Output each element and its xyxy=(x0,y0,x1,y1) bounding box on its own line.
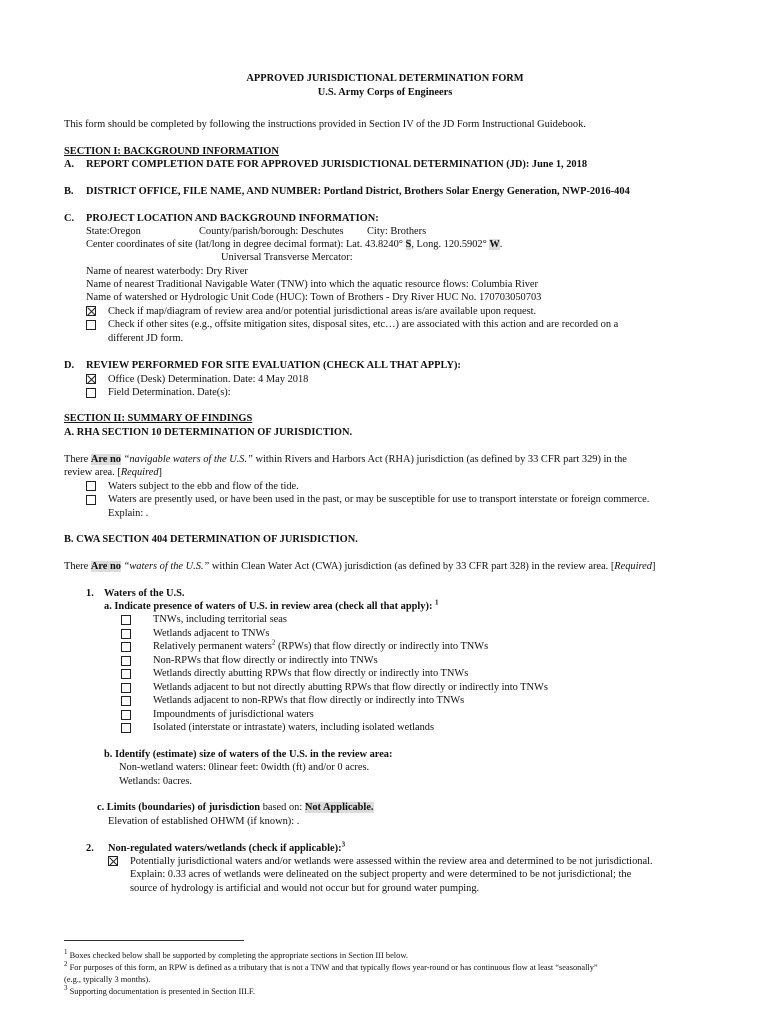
footnote-divider xyxy=(64,940,244,941)
footnote-3-num: 3 xyxy=(64,984,68,993)
tnw-label: TNWs, including territorial seas xyxy=(153,614,287,625)
wetlands-tnw-checkbox[interactable] xyxy=(121,629,131,639)
nonregulated-line-2: Explain: 0.33 acres of wetlands were delineated on the subject property and were determined to be not jurisdictional; the xyxy=(130,869,632,880)
rha-rest: within Rivers and Harbors Act (RHA) jurisdiction (as defined by 33 CFR part 329) in the xyxy=(252,454,627,465)
other-sites-label-1: Check if other sites (e.g., offsite mitigation sites, disposal sites, etc…) are associated with this action and are recorded on a xyxy=(108,319,619,330)
adjacent-rpw-label: Wetlands adjacent to but not directly abutting RPWs that flow directly or indirectly into TNWs xyxy=(153,682,548,693)
nearest-waterbody: Name of nearest waterbody: Dry River xyxy=(86,266,248,277)
field-checkbox[interactable] xyxy=(86,388,96,398)
impoundments-checkbox[interactable] xyxy=(121,710,131,720)
limits-line xyxy=(97,801,374,814)
limits-based: based on: xyxy=(260,802,305,813)
section-2-heading: SECTION II: SUMMARY OF FINDINGS xyxy=(64,413,253,424)
section-1-heading: SECTION I: BACKGROUND INFORMATION xyxy=(64,146,279,157)
limits-heading: c. Limits (boundaries) of jurisdiction xyxy=(97,802,261,813)
waters-heading: Waters of the U.S. xyxy=(104,588,185,599)
rha-close: ] xyxy=(158,467,162,478)
waters-number: 1. xyxy=(86,588,94,599)
form-subtitle: U.S. Army Corps of Engineers xyxy=(317,87,453,98)
commerce-label: Waters are presently used, or have been used in the past, or may be susceptible for use to transport interstate or foreign commerce. xyxy=(108,494,650,505)
footnote-2-text: For purposes of this form, an RPW is defined as a tributary that is not a TNW and that typically flows year-round or has continuous flow at least “seasonally” xyxy=(67,963,598,972)
item-c-letter: C. xyxy=(64,213,75,224)
office-checkbox[interactable] xyxy=(86,374,96,384)
coords-end: . xyxy=(499,239,503,250)
utm-field: Universal Transverse Mercator: xyxy=(221,252,353,263)
rpw-text: Relatively permanent waters xyxy=(153,641,272,652)
rha-required: Required xyxy=(120,467,159,478)
footnote-1-text: Boxes checked below shall be supported by completing the appropriate sections in Section III below. xyxy=(67,951,408,960)
footnote-2 xyxy=(64,962,598,973)
rha-selection[interactable]: Are no xyxy=(90,454,121,465)
non-rpw-checkbox[interactable] xyxy=(121,656,131,666)
rha-explain: Explain: . xyxy=(108,508,149,519)
isolated-checkbox[interactable] xyxy=(121,723,131,733)
nonregulated-line-1: Potentially jurisdictional waters and/or wetlands were assessed within the review area and determined to be not jurisdictional. xyxy=(130,856,653,867)
cwa-statement xyxy=(64,560,655,573)
coords-long-dir: W xyxy=(489,239,500,250)
adjacent-rpw-checkbox[interactable] xyxy=(121,683,131,693)
state-field: State:Oregon xyxy=(86,226,141,237)
ohwm-field: Elevation of established OHWM (if known): . xyxy=(108,816,300,827)
county-field: County/parish/borough: Deschutes xyxy=(199,226,344,237)
other-sites-checkbox[interactable] xyxy=(86,320,96,330)
nonregulated-heading xyxy=(108,842,345,855)
coordinates-line xyxy=(86,238,502,251)
commerce-checkbox[interactable] xyxy=(86,495,96,505)
cwa-heading: B. CWA SECTION 404 DETERMINATION OF JURISDICTION. xyxy=(64,534,358,545)
abutting-rpw-checkbox[interactable] xyxy=(121,669,131,679)
item-d-letter: D. xyxy=(64,360,75,371)
other-sites-label-2: different JD form. xyxy=(108,333,184,344)
huc-field: Name of watershed or Hydrologic Unit Code (HUC): Town of Brothers - Dry River HUC No. 170703050703 xyxy=(86,292,542,303)
footnote-3-text: Supporting documentation is presented in Section III.F. xyxy=(67,987,256,996)
field-label: Field Determination. Date(s): xyxy=(108,387,231,398)
rha-statement-2 xyxy=(64,466,162,479)
isolated-label: Isolated (interstate or intrastate) waters, including isolated wetlands xyxy=(153,722,435,733)
nonregulated-line-3: source of hydrology is artificial and would not occur but for ground water pumping. xyxy=(130,883,480,894)
abutting-rpw-label: Wetlands directly abutting RPWs that flow directly or indirectly into TNWs xyxy=(153,668,469,679)
presence-heading xyxy=(104,600,439,613)
item-c-text: PROJECT LOCATION AND BACKGROUND INFORMATION: xyxy=(86,213,379,224)
presence-text: a. Indicate presence of waters of U.S. in review area (check all that apply): xyxy=(104,601,433,612)
cwa-selection[interactable]: Are no xyxy=(90,561,121,572)
ebb-label: Waters subject to the ebb and flow of the tide. xyxy=(108,481,299,492)
nearest-tnw: Name of nearest Traditional Navigable Water (TNW) into which the aquatic resource flows: Columbia River xyxy=(86,279,538,290)
rpw-rest: (RPWs) that flow directly or indirectly into TNWs xyxy=(275,641,489,652)
footnote-ref-1: 1 xyxy=(435,598,439,607)
map-check-label: Check if map/diagram of review area and/or potential jurisdictional areas is/are available upon request. xyxy=(108,306,537,317)
nonregulated-number: 2. xyxy=(86,843,94,854)
map-checkbox[interactable] xyxy=(86,306,96,316)
item-b-letter: B. xyxy=(64,186,74,197)
coords-mid: , Long. 120.5902° xyxy=(411,239,487,250)
cwa-rest: within Clean Water Act (CWA) jurisdiction (as defined by 33 CFR part 328) in the review area. [ xyxy=(209,561,615,572)
wetland-size: Wetlands: 0acres. xyxy=(119,776,193,787)
coords-prefix: Center coordinates of site (lat/long in degree decimal format): Lat. 43.8240° xyxy=(86,239,403,250)
nonregulated-text: Non-regulated waters/wetlands (check if applicable): xyxy=(108,843,342,854)
impoundments-label: Impoundments of jurisdictional waters xyxy=(153,709,314,720)
coords-lat-dir: S xyxy=(405,239,412,250)
ebb-checkbox[interactable] xyxy=(86,481,96,491)
rha-heading: A. RHA SECTION 10 DETERMINATION OF JURISDICTION. xyxy=(64,427,353,438)
item-b-text: DISTRICT OFFICE, FILE NAME, AND NUMBER: Portland District, Brothers Solar Energy Generation, NWP-2016-404 xyxy=(86,186,630,197)
footnote-1 xyxy=(64,950,408,961)
non-wetland-size: Non-wetland waters: 0linear feet: 0width (ft) and/or 0 acres. xyxy=(119,762,370,773)
form-title: APPROVED JURISDICTIONAL DETERMINATION FORM xyxy=(246,73,524,84)
intro-text: This form should be completed by following the instructions provided in Section IV of the JD Form Instructional Guidebook. xyxy=(64,119,586,130)
wetlands-tnw-label: Wetlands adjacent to TNWs xyxy=(153,628,270,639)
limits-value[interactable]: Not Applicable. xyxy=(304,802,374,813)
nonregulated-checkbox[interactable] xyxy=(108,856,118,866)
size-heading: b. Identify (estimate) size of waters of the U.S. in the review area: xyxy=(104,749,393,760)
item-a-text: REPORT COMPLETION DATE FOR APPROVED JURISDICTIONAL DETERMINATION (JD): June 1, 2018 xyxy=(86,159,588,170)
item-a-letter: A. xyxy=(64,159,75,170)
cwa-there: There xyxy=(64,561,89,572)
cwa-close: ] xyxy=(651,561,656,572)
rpw-checkbox[interactable] xyxy=(121,642,131,652)
footnote-ref-3: 3 xyxy=(341,840,346,849)
office-label: Office (Desk) Determination. Date: 4 May 2018 xyxy=(108,374,309,385)
rha-line2: review area. [ xyxy=(64,467,121,478)
rha-statement xyxy=(64,453,627,466)
adjacent-non-rpw-label: Wetlands adjacent to non-RPWs that flow directly or indirectly into TNWs xyxy=(153,695,465,706)
footnote-ref-2: 2 xyxy=(271,638,276,647)
footnote-1-num: 1 xyxy=(64,948,68,957)
footnote-2-num: 2 xyxy=(64,960,68,969)
adjacent-non-rpw-checkbox[interactable] xyxy=(121,696,131,706)
tnw-checkbox[interactable] xyxy=(121,615,131,625)
rha-quote: “navigable waters of the U.S.” xyxy=(123,454,253,465)
rha-there: There xyxy=(64,454,89,465)
city-field: City: Brothers xyxy=(367,226,427,237)
cwa-required: Required xyxy=(614,561,652,572)
cwa-quote: “waters of the U.S.” xyxy=(123,561,210,572)
footnote-3 xyxy=(64,986,255,997)
non-rpw-label: Non-RPWs that flow directly or indirectly into TNWs xyxy=(153,655,378,666)
item-d-text: REVIEW PERFORMED FOR SITE EVALUATION (CHECK ALL THAT APPLY): xyxy=(86,360,461,371)
rpw-label xyxy=(153,640,488,653)
footnote-2-cont: (e.g., typically 3 months). xyxy=(64,975,151,984)
